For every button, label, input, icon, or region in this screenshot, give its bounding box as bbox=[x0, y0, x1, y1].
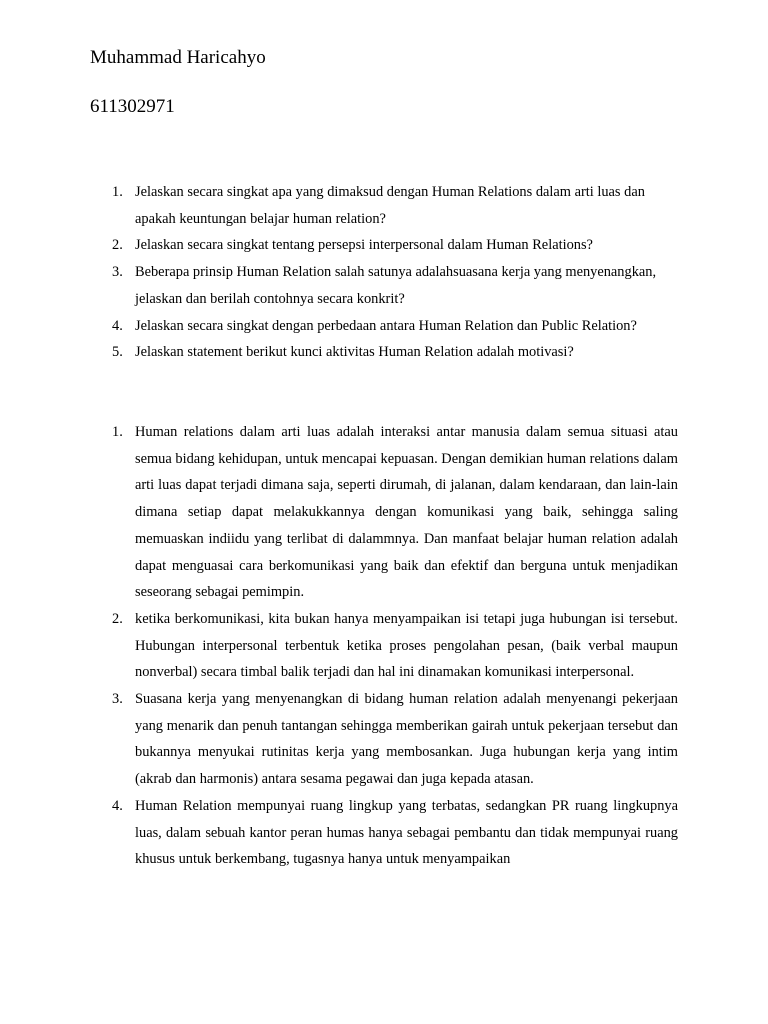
student-id: 611302971 bbox=[90, 96, 175, 117]
question-text: Jelaskan secara singkat dengan perbedaan antara Human Relation dan Public Relation? bbox=[135, 317, 637, 334]
answer-text: Human Relation mempunyai ruang lingkup yang terbatas, sedangkan PR ruang lingkupnya luas, dalam sebuah kantor peran humas hanya sebagai pembantu dan tidak mempunyai ruang khusus untuk berkembang, tugasnya hanya untuk menyampaikan bbox=[135, 797, 678, 868]
question-list bbox=[90, 179, 678, 366]
question-text: Beberapa prinsip Human Relation salah satunya adalahsuasana kerja yang menyenangkan, jelaskan dan berilah contohnya secara konkrit? bbox=[135, 264, 657, 307]
question-item bbox=[90, 179, 678, 232]
author-name: Muhammad Haricahyo bbox=[90, 47, 266, 68]
question-item bbox=[90, 313, 678, 340]
question-number: 3. bbox=[112, 264, 123, 281]
answer-item bbox=[90, 793, 678, 873]
question-item bbox=[90, 259, 678, 312]
answer-number: 1. bbox=[112, 424, 123, 440]
answer-item bbox=[90, 606, 678, 686]
question-text: Jelaskan secara singkat tentang persepsi interpersonal dalam Human Relations? bbox=[135, 237, 593, 254]
answer-number: 3. bbox=[112, 691, 123, 708]
answer-item bbox=[90, 419, 678, 606]
question-item bbox=[90, 339, 678, 366]
answer-text: Human relations dalam arti luas adalah interaksi antar manusia dalam semua situasi atau semua bidang kehidupan, untuk mencapai kepuasan. Dengan demikian human relations dalam arti luas dapat terjadi dimana saja, seperti dirumah, di jalanan, dalam kendaraan, dan lain-lain dimana setiap dapat melakukkannya dengan komunikasi yang baik, sehingga saling memuaskan indiidu yang terlibat di dalammnya. Dan manfaat belajar human relation adalah dapat menguasai cara berkomunikasi yang baik dan efektif dan berguna untuk menjadikan seseorang sebagai pemimpin. bbox=[135, 424, 678, 601]
question-number: 2. bbox=[112, 237, 123, 254]
answer-list bbox=[90, 419, 678, 873]
question-text: Jelaskan statement berikut kunci aktivitas Human Relation adalah motivasi? bbox=[135, 344, 574, 361]
question-text: Jelaskan secara singkat apa yang dimaksud dengan Human Relations dalam arti luas dan apakah keuntungan belajar human relation? bbox=[135, 184, 645, 227]
question-number: 4. bbox=[112, 317, 123, 334]
answer-text: ketika berkomunikasi, kita bukan hanya menyampaikan isi tetapi juga hubungan isi tersebut. Hubungan interpersonal terbentuk ketika proses pengolahan pesan, (baik verbal maupun nonverbal) secara timbal balik terjadi dan hal ini dinamakan komunikasi interpersonal. bbox=[135, 610, 678, 681]
answer-number: 2. bbox=[112, 610, 123, 627]
question-number: 5. bbox=[112, 344, 123, 361]
answer-number: 4. bbox=[112, 797, 123, 814]
answer-text: Suasana kerja yang menyenangkan di bidang human relation adalah menyenangi pekerjaan yang menarik dan penuh tantangan sehingga memberikan gairah untuk pekerjaan tersebut dan bukannya menyukai rutinitas kerja yang membosankan. Juga hubungan kerja yang intim (akrab dan harmonis) antara sesama pegawai dan juga kepada atasan. bbox=[135, 691, 678, 788]
question-number: 1. bbox=[112, 184, 123, 200]
answer-item bbox=[90, 686, 678, 793]
question-item bbox=[90, 232, 678, 259]
